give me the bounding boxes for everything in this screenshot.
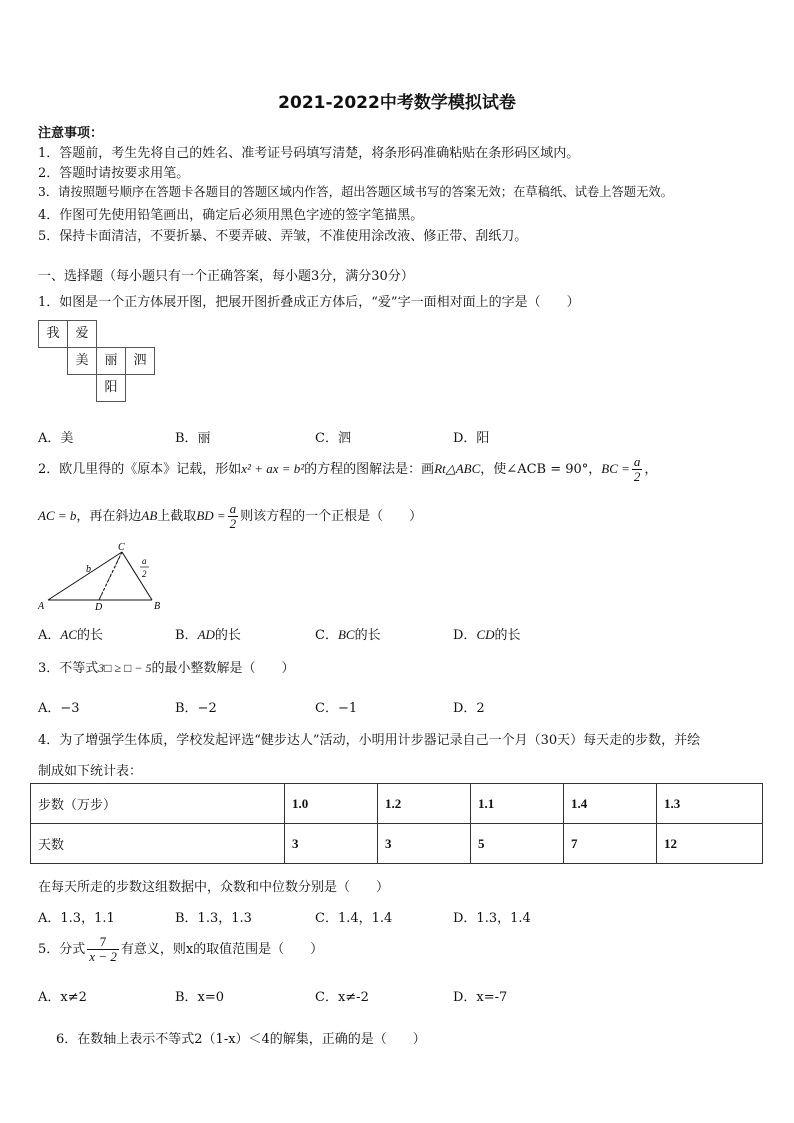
q2-ab: AB	[141, 508, 158, 523]
q4-stem-line2: 制成如下统计表：	[38, 764, 143, 779]
option-var: BC	[337, 627, 355, 642]
table-cell: 1.3	[657, 784, 763, 824]
table-cell: 3	[285, 824, 378, 864]
option-var: AD	[197, 627, 215, 642]
q3-prefix: 3．不等式	[38, 661, 99, 676]
q1-stem: 1．如图是一个正方体展开图，把展开图折叠成正方体后，“爱”字一面相对面上的字是（ ）	[38, 295, 580, 310]
frac-numerator: 7	[87, 935, 119, 950]
q2-option-c	[315, 624, 381, 643]
q2-option-a	[38, 624, 103, 643]
net-cell-ai: 爱	[67, 320, 97, 348]
side-bc	[122, 552, 152, 600]
option-suffix: 的长	[214, 628, 241, 643]
q4-option-d: D．1.3，1.4	[453, 911, 531, 926]
notice-heading: 注意事项：	[38, 126, 104, 141]
q2-triangle: Rt△ABC	[434, 461, 481, 476]
q2-equation: x² + ax = b²	[241, 461, 305, 476]
q5-fraction	[87, 935, 119, 964]
section-heading: 一、选择题（每小题只有一个正确答案，每小题3分，满分30分）	[38, 269, 414, 284]
q2-triangle-figure	[36, 540, 166, 612]
q1-option-a: A．美	[38, 431, 74, 446]
option-label: B．	[175, 628, 198, 643]
q4-option-a: A．1.3，1.1	[38, 911, 115, 926]
notice-item-1: 1．答题前，考生先将自己的姓名、准考证号码填写清楚，将条形码准确粘贴在条形码区域内。	[38, 146, 580, 161]
q2-ac: AC = b	[38, 508, 77, 523]
q4-option-c: C．1.4，1.4	[315, 911, 393, 926]
q2-bc: BC =	[601, 461, 630, 476]
q2-frac-a-2	[632, 455, 643, 484]
q5-stem	[38, 933, 323, 967]
net-cell-mei: 美	[67, 347, 97, 375]
frac-denominator: 2	[229, 516, 237, 531]
q2-frac-a-2-second	[228, 502, 239, 531]
q2-text-f: 则该方程的一个正根是（ ）	[240, 509, 423, 524]
q4-option-b: B．1.3，1.3	[175, 911, 252, 926]
frac-numerator: a	[229, 501, 237, 516]
frac-numerator: a	[633, 454, 641, 469]
label-b-side: b	[86, 564, 91, 575]
q1-option-c: C．泗	[315, 431, 351, 446]
steps-table	[30, 783, 763, 864]
label-b: B	[154, 601, 161, 612]
q1-option-d: D．阳	[453, 431, 490, 446]
notice-item-3: 3．请按照题号顺序在答题卡各题目的答题区域内作答，超出答题区域书写的答案无效；在草稿纸、试卷上答题无效。	[38, 185, 673, 199]
q2-stem-line2	[38, 501, 422, 532]
table-row	[31, 784, 763, 824]
q5-suffix: 有意义，则x的取值范围是（ ）	[120, 942, 324, 957]
label-a-over-2-den: 2	[142, 569, 147, 579]
table-cell: 1.2	[378, 784, 471, 824]
label-a-over-2-num: a	[142, 556, 147, 566]
option-label: D．	[453, 628, 477, 643]
frac-denominator: x − 2	[89, 949, 117, 964]
q5-option-d: D．x=-7	[453, 990, 508, 1005]
label-c: C	[118, 542, 125, 553]
notice-item-4: 4．作图可先使用铅笔画出，确定后必须用黑色字迹的签字笔描黑。	[38, 208, 424, 223]
q2-bd: BD =	[196, 508, 226, 523]
page-title: 2021-2022中考数学模拟试卷	[278, 93, 516, 113]
table-cell: 1.4	[564, 784, 657, 824]
table-cell: 7	[564, 824, 657, 864]
option-suffix: 的长	[354, 628, 381, 643]
table-cell: 步数（万步）	[31, 784, 285, 824]
label-a: A	[38, 601, 45, 612]
table-cell: 1.1	[471, 784, 564, 824]
table-row	[31, 824, 763, 864]
q3-option-a: A．−3	[38, 701, 80, 716]
option-label: C．	[315, 628, 338, 643]
q2-text-d: ，再在斜边	[76, 509, 142, 524]
table-cell: 5	[471, 824, 564, 864]
q2-option-d	[453, 624, 521, 643]
q4-stem-line1: 4．为了增强学生体质，学校发起评选“健步达人”活动，小明用计步器记录自己一个月（30天）每天走的步数，并绘	[38, 733, 701, 748]
table-cell: 3	[378, 824, 471, 864]
net-cell-yang: 阳	[96, 374, 126, 402]
label-d: D	[95, 602, 103, 612]
net-cell-si: 泗	[125, 347, 155, 375]
table-cell: 1.0	[285, 784, 378, 824]
q5-option-c: C．x≠-2	[315, 990, 369, 1005]
q2-stem-line1: 2．欧几里得的《原本》记载，形如x² + ax = b²的方程的图解法是：画Rt△ABC，使∠ACB = 90°，BC = $\frac{a}{2}$ ，	[38, 454, 658, 484]
q2-option-b	[175, 624, 241, 643]
q4-question: 在每天所走的步数这组数据中，众数和中位数分别是（ ）	[38, 880, 390, 895]
q3-stem	[38, 657, 294, 676]
q5-prefix: 5．分式	[38, 942, 86, 957]
q2-text-c: ，使∠ACB = 90°，	[480, 462, 602, 477]
q6-stem: 6．在数轴上表示不等式2（1-x）＜4的解集，正确的是（ ）	[56, 1032, 426, 1047]
q2-text-a: 2．欧几里得的《原本》记载，形如	[38, 462, 242, 477]
table-cell: 天数	[31, 824, 285, 864]
option-var: AC	[60, 627, 78, 642]
cube-net	[38, 320, 162, 412]
notice-item-2: 2．答题时请按要求用笔。	[38, 166, 190, 181]
q3-inequality: 3□ ≥ □ − 5	[98, 661, 152, 675]
q2-text-b: 的方程的图解法是：画	[304, 462, 435, 477]
net-cell-li: 丽	[96, 347, 126, 375]
option-suffix: 的长	[77, 628, 104, 643]
q3-suffix: 的最小整数解是（ ）	[151, 661, 295, 676]
option-label: A．	[38, 628, 61, 643]
q1-option-b: B．丽	[175, 431, 211, 446]
q3-option-b: B．−2	[175, 701, 217, 716]
q3-option-d: D．2	[453, 701, 485, 716]
q2-text-e: 上截取	[157, 509, 197, 524]
table-cell: 12	[657, 824, 763, 864]
option-suffix: 的长	[494, 628, 521, 643]
q3-option-c: C．−1	[315, 701, 358, 716]
q5-option-a: A．x≠2	[38, 990, 87, 1005]
q5-option-b: B．x=0	[175, 990, 225, 1005]
net-cell-wo: 我	[38, 320, 68, 348]
frac-denominator: 2	[633, 469, 641, 484]
notice-item-5: 5．保持卡面清洁，不要折暴、不要弄破、弄皱，不准使用涂改液、修正带、刮纸刀。	[38, 229, 528, 244]
option-var: CD	[476, 627, 495, 642]
